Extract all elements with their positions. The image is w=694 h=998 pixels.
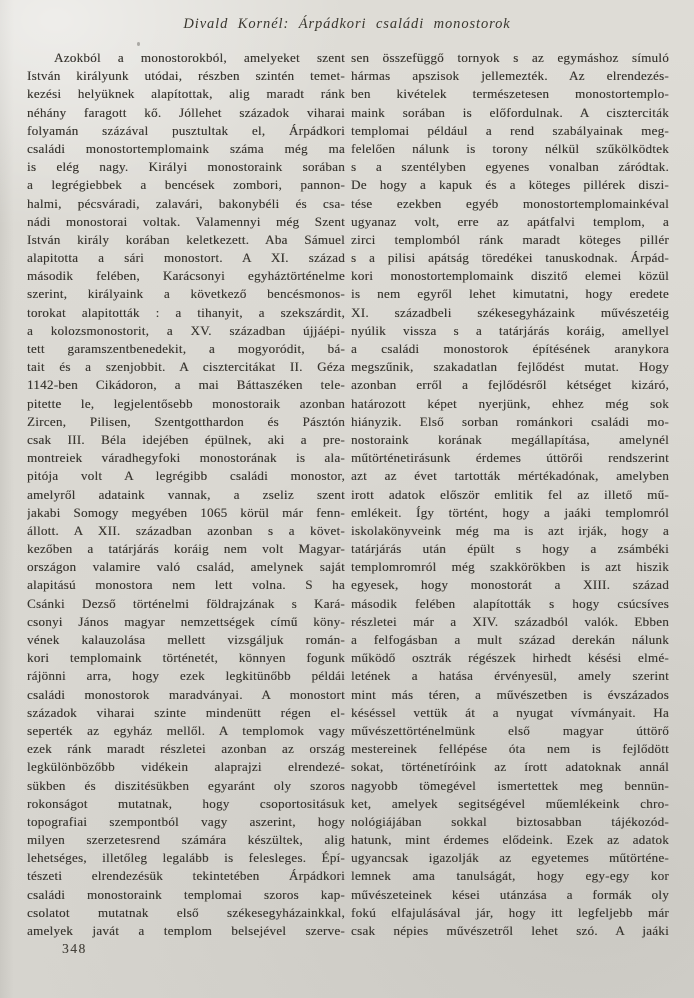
scan-artifact-speck (137, 42, 140, 46)
text-line: a kolozsmonostorit, a XV. században újjáépi- (27, 322, 345, 338)
text-line: pitója volt A legrégibb családi monostor, (27, 468, 345, 484)
text-line: a legrégiebbek a bencések zombori, pannon- (27, 177, 345, 193)
text-line: családi monostoraink templomai szoros kap- (27, 886, 345, 902)
text-line: templomai például a rend szabályainak meg- (351, 122, 669, 138)
text-line: csolatot mutatnak első székesegyházainkkal, (27, 904, 345, 920)
text-line: letének a hatása érvényesül, amely szerint (351, 668, 669, 684)
text-line: mestereinek fellépése óta nem is fejlődött (351, 741, 669, 757)
text-line: iskolakönyveink még ma is azt irják, hogy a (351, 522, 669, 538)
text-line: működő osztrák régészek hirhedt késési elmé- (351, 650, 669, 666)
text-line: nyúlik vissza s a tatárjárás koráig, amellyel (351, 322, 669, 338)
text-line: állott. A XII. században azonban s a követ- (27, 522, 345, 538)
text-line: részletei már a XIV. századból valók. Ebben (351, 613, 669, 629)
text-line: tése ezekben egyéb monostortemplomainkéval (351, 195, 669, 211)
text-line: kori templomaink történetét, könnyen fogunk (27, 650, 345, 666)
page-number: 348 (62, 941, 87, 956)
text-line: kori monostortemplomaink diszitő elemei közül (351, 268, 669, 284)
text-line: ugyanaz volt, erre az apátfalvi templom, a (351, 213, 669, 229)
text-line: De hogy a kapuk és a köteges pillérek diszi- (351, 177, 669, 193)
text-line: s a pilisi apátság töredékei tanuskodnak. Árpád- (351, 250, 669, 266)
text-line: amelyek javát a templom belsejével szerve- (27, 923, 345, 938)
text-line: alapitású monostora nem lett volna. S ha (27, 577, 345, 593)
text-line: nológiájában sokkal biztosabban tájékozód- (351, 813, 669, 829)
text-line: késéssel vettük át a nyugat vívmányait. Ha (351, 704, 669, 720)
running-head: Divald Kornél: Árpádkori családi monostorok (183, 16, 511, 32)
text-line: egyesek, hogy monostorát a XIII. század (351, 577, 669, 593)
text-line: azonban erről a fejlődésről kétséget kizáró, (351, 377, 669, 393)
text-line: Csánki Dezső történelmi földrajzának s Kará- (27, 595, 345, 611)
text-line: második felében alapították s hogy csúcsíves (351, 595, 669, 611)
text-line: mint más téren, a művészetben is évszázados (351, 686, 669, 702)
text-line: felelően nálunk is torony nélkül szűkölködtek (351, 140, 669, 156)
text-line: második felében, Karácsonyi egyháztörténelme (27, 268, 345, 284)
text-line: pitette le, legjelentősebb monostoraik azonban (27, 395, 345, 411)
text-line: tett garamszentbenedekit, a mogyoródit, bá- (27, 341, 345, 356)
text-line: irott adatok először emlitik fel az illető mű- (351, 486, 669, 502)
text-line: századok viharai szinte mindenütt régen el- (27, 704, 345, 720)
text-line: torokat alapitották : a tihanyit, a szekszárdit, (27, 304, 345, 320)
text-line: ben kivételek természetesen monostortemplo- (351, 86, 669, 102)
text-line: vének kalauzolása mellett vizsgáljuk román- (27, 632, 345, 647)
text-line: ugyancsak igazolják az egyetemes műtörténe- (351, 850, 669, 866)
text-line: 1142-ben Cikádoron, a mai Báttaszéken tele- (27, 377, 345, 393)
text-line: országon valamire való család, amelynek saját (27, 559, 345, 575)
text-line: csak III. Béla idejében épülnek, aki a pre- (27, 431, 345, 447)
text-line: csonyi János magyar nemzettségek című köny- (27, 613, 345, 629)
text-line: néhány faragott kő. Jóllehet századok viharai (27, 104, 345, 120)
text-line: kezési helyüknek alapítottak, alig maradt ránk (27, 86, 345, 102)
text-line: ezek ránk maradt részletei azonban az ország (27, 741, 345, 757)
text-line: családi monostorok maradványai. A monostort (27, 686, 345, 702)
text-line: a családi monostorok építésének aranykora (351, 341, 669, 356)
text-line: milyen szerzetesrend számára készültek, alig (27, 832, 345, 848)
text-line: lehetséges, illetőleg legalább is felesleges. Épí- (27, 850, 345, 866)
text-line: folyamán százával pusztultak el, Árpádkori (27, 122, 345, 138)
text-line: templomromról még szakkörökben is azt hiszik (351, 559, 669, 575)
text-line: tatárjárás után épült s hogy a zsámbéki (351, 541, 669, 557)
text-line: hiányzik. Első sorban románkori családi mo- (351, 413, 669, 429)
text-line: megszűnik, szakadatlan fejlődést mutat. Hogy (351, 359, 669, 375)
text-line: szerint, királyaink a következő bencésmonos- (27, 286, 345, 302)
text-line: legkülönbözőbb vidékein alaprajzi elrendezé- (27, 759, 345, 775)
text-line: rájönni arra, hogy ezek legkitünőbb példái (27, 668, 345, 684)
text-line: montreiek váradhegyfoki monostorának is ala- (27, 450, 345, 466)
text-line: nagyobb tömegével ismertettek meg bennün- (351, 777, 669, 793)
text-line: sen összefüggő tornyok s az egymáshoz símuló (351, 50, 669, 65)
text-line: hatunk, mint érdemes elődeink. Ezek az adatok (351, 832, 669, 848)
text-line: Azokból a monostorokból, amelyeket szent (54, 50, 345, 65)
text-line: is elég nagy. Királyi monostoraink sorában (27, 159, 345, 175)
text-line: Zircen, Pilisen, Szentgotthardon és Pásztón (27, 413, 345, 429)
text-line: is nem egyről lehet kimutatni, hogy eredete (351, 286, 669, 302)
text-line: ket, amelyek segitségével műemlékeink chro- (351, 795, 669, 811)
text-line: rokonságot mutatnak, hogy csoportositásuk (27, 795, 345, 811)
text-line: zirci templomból ránk maradt köteges pillér (351, 231, 669, 247)
text-columns (27, 49, 669, 940)
text-line: maink sorában is előfordulnak. A ciszterciták (351, 104, 669, 120)
text-line: emlékeit. Így történt, hogy a jaáki templomról (351, 504, 669, 520)
text-line: István királyunk utódai, részben szintén temet- (27, 68, 345, 84)
text-line: sokat, történetíróink az írott adatoknak annál (351, 759, 669, 775)
text-line: tészeti elrendezésük tekintetében Árpádkori (27, 868, 345, 884)
text-line: halmi, pécsváradi, zalavári, bakonybéli és csa- (27, 195, 345, 211)
text-line: topografiai szempontból vagy aszerint, hogy (27, 813, 345, 829)
text-line: István király korában keletkezett. Aba Sámuel (27, 231, 345, 247)
text-line: XI. századbeli székesegyházaink művészetéig (351, 304, 669, 320)
text-line: amelyről adataink vannak, a zseliz szent (27, 486, 345, 502)
text-line: családi monostortemplomaink száma még ma (27, 140, 345, 156)
text-line: kezőben a tatárjárás koráig nem volt Magyar- (27, 541, 345, 557)
text-line: s a szentélyben egyenes vonalban záródtak. (351, 159, 669, 175)
right-text-column (351, 49, 669, 940)
text-line: nostoraink korának megállapítása, amelynél (351, 431, 669, 447)
text-line: műtörténetirásunk érdemes úttörői rendszerint (351, 450, 669, 466)
text-line: a felfogásban a mult század derekán nálunk (351, 632, 669, 647)
text-line: tait és a szenjobbit. A cisztercitákat II. Géza (27, 359, 345, 375)
text-line: csak népies művészetről lehet szó. A jaáki (351, 923, 669, 938)
text-line: jakabi Somogy megyében 1065 körül már fenn- (27, 504, 345, 520)
text-line: azt az évet tartották mértékadónak, amelyben (351, 468, 669, 484)
text-line: művészeteinek kései utánzása a formák oly (351, 886, 669, 902)
text-line: határozott képet nyerjünk, ehhez még sok (351, 395, 669, 411)
text-line: nádi monostorai voltak. Valamennyi még Szent (27, 213, 345, 229)
text-line: hármas apszisok jellemezték. Az elrendezés- (351, 68, 669, 84)
left-text-column (27, 49, 345, 940)
text-line: művészettörténelmünk első magyar úttörő (351, 722, 669, 738)
text-line: alapitotta a sári monostort. A XI. század (27, 250, 345, 266)
text-line: sükben és diszitésükben egyaránt oly szoros (27, 777, 345, 793)
text-line: seperték az egyház mellől. A templomok vagy (27, 722, 345, 738)
text-line: fokú elfajulásával jár, hogy itt legfeljebb már (351, 904, 669, 920)
text-line: lemnek ama tanulságát, hogy egy-egy kor (351, 868, 669, 884)
